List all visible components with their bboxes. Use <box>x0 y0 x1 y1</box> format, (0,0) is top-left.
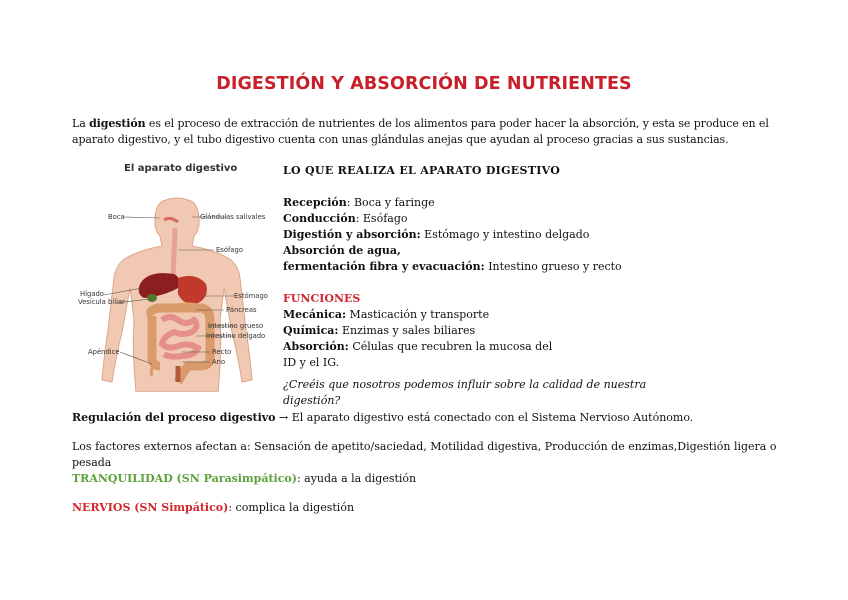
funcion-item: Mecánica: Masticación y transporte <box>283 308 490 321</box>
label-estomago: Estómago <box>234 292 268 300</box>
intro-bold-term: digestión <box>89 117 146 130</box>
label-vesicula: Vesícula biliar <box>78 298 125 306</box>
aparato-item: Conducción: Esófago <box>283 212 408 225</box>
label-ano: Ano <box>212 358 226 366</box>
figure-title: El aparato digestivo <box>124 163 238 174</box>
intro-pre: La <box>72 117 90 130</box>
question-text: ¿Creéis que nosotros podemos influir sobre la calidad de nuestra digestión? <box>283 378 647 407</box>
aparato-item: fermentación fibra y evacuación: Intestino grueso y recto <box>283 260 622 273</box>
label-esofago: Esófago <box>216 246 244 254</box>
digestive-system-figure <box>78 160 274 392</box>
tranquilidad-line: TRANQUILIDAD (SN Parasimpático): ayuda a la digestión <box>72 472 417 485</box>
regulacion-line: Regulación del proceso digestivo → El aparato digestivo está conectado con el Sistema Nervioso Autónomo. <box>72 411 694 424</box>
intro-text: es el proceso de extracción de nutrientes de los alimentos para poder hacer la absorción, y esta se produce en el aparato digestivo, y el tubo digestivo cuenta con unas glándulas anejas que ayudan al proceso gracias a sus sustancias. <box>72 117 769 146</box>
funcion-item: Química: Enzimas y sales biliares <box>283 324 476 337</box>
factores-line: Los factores externos afectan a: Sensación de apetito/saciedad, Motilidad digestiva, Producción de enzimas,Digestión ligera o pesada <box>72 440 777 469</box>
page-title: DIGESTIÓN Y ABSORCIÓN DE NUTRIENTES <box>216 74 632 94</box>
label-glandulas: Glándulas salivales <box>200 213 266 221</box>
funciones-heading: FUNCIONES <box>283 292 361 305</box>
aparato-item: Digestión y absorción: Estómago y intestino delgado <box>283 228 590 241</box>
aparato-item: Recepción: Boca y faringe <box>283 196 435 209</box>
digestive-illustration <box>78 160 274 392</box>
funcion-continuation: ID y el IG. <box>283 356 340 369</box>
label-recto: Recto <box>212 348 232 356</box>
label-apendice: Apéndice <box>88 348 120 356</box>
aparato-heading: LO QUE REALIZA EL APARATO DIGESTIVO <box>283 164 561 177</box>
aparato-section <box>283 163 683 409</box>
funcion-item: Absorción: Células que recubren la mucosa del <box>283 340 553 353</box>
intro-paragraph <box>72 116 784 148</box>
label-pancreas: Páncreas <box>226 306 257 314</box>
nervios-line: NERVIOS (SN Simpático): complica la digestión <box>72 501 355 514</box>
aparato-item: Absorción de agua, <box>283 244 401 257</box>
label-boca: Boca <box>108 213 125 221</box>
label-intestino-delgado: Intestino delgado <box>206 332 266 340</box>
label-intestino-grueso: Intestino grueso <box>208 322 264 330</box>
label-higado: Hígado <box>80 290 104 298</box>
